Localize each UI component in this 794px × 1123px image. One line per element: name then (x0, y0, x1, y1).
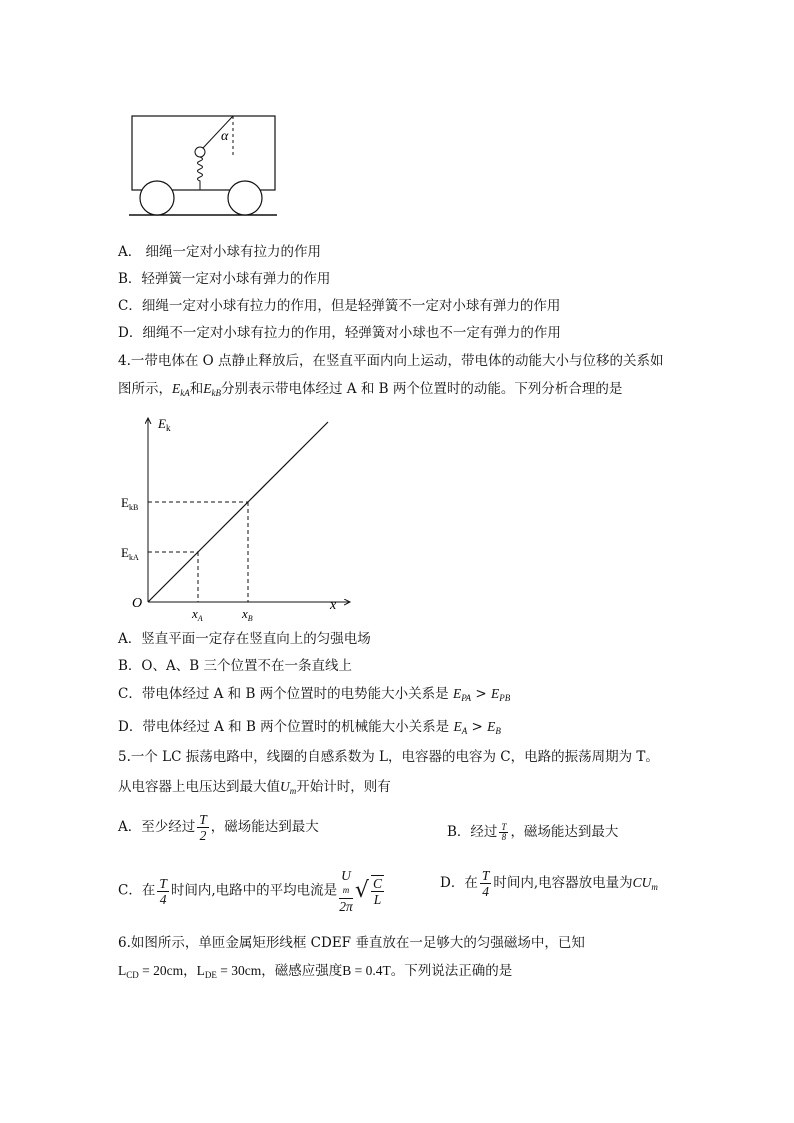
q3-option-d: D．细绳不一定对小球有拉力的作用，轻弹簧对小球也不一定有弹力的作用 (118, 325, 561, 341)
ek-x-line (148, 422, 328, 602)
eb-sub: B (495, 726, 501, 736)
q5-b-post: ，磁场能达到最大 (510, 824, 619, 840)
epa-sub: PA (461, 693, 472, 703)
q4-option-d (118, 717, 501, 741)
y-axis-label (157, 416, 171, 433)
frac-num: T (159, 875, 167, 891)
q5-option-c (118, 868, 386, 914)
q5-stem-line2-post: 开始计时，则有 (296, 779, 391, 795)
x-tick-sub: A (197, 614, 203, 622)
wheel-right (228, 181, 262, 215)
um-sub: m (289, 786, 297, 796)
y-tick-label: $E_{kA}$ (121, 545, 139, 562)
frac-den: L (373, 892, 382, 907)
q5-d-pre: D．在 (440, 875, 478, 891)
string (203, 116, 233, 148)
q4-and: 和 (189, 381, 204, 397)
q3-option-a: A． 细绳一定对小球有拉力的作用 (118, 244, 322, 260)
y-tick-sub: kA (128, 553, 139, 562)
eka-symbol: E (172, 381, 181, 396)
ekb-symbol: E (203, 381, 212, 396)
q5-stem-line2 (118, 777, 391, 801)
fraction-t-4 (480, 868, 492, 899)
epb-symbol: E (490, 686, 500, 701)
ea-sub: A (461, 726, 468, 736)
q5-option-b (447, 822, 618, 842)
frac-num: T (501, 822, 507, 832)
frac-den: 4 (482, 884, 489, 899)
q5-d-mid: 时间内,电容器放电量为 (493, 875, 633, 891)
origin-label: O (132, 596, 143, 611)
fraction-t-4 (157, 876, 169, 907)
cart-figure (125, 112, 285, 222)
eb-symbol: E (487, 719, 496, 734)
x-axis-label: x (330, 598, 337, 613)
q3-option-b: B．轻弹簧一定对小球有弹力的作用 (118, 271, 331, 287)
gt-symbol: > (471, 686, 491, 702)
alpha-label: α (221, 129, 229, 144)
frac-num: C (372, 876, 382, 891)
q4-stem-line1: 4.一带电体在 O 点静止释放后，在竖直平面内向上运动，带电体的动能大小与位移的关系如 (118, 353, 664, 369)
x-tick-label: $x_B$ (242, 606, 253, 622)
q4-stem-line2 (118, 379, 622, 403)
ball (195, 147, 205, 157)
q4-option-d-text: D．带电体经过 A 和 B 两个位置时的机械能大小关系是 (118, 719, 454, 735)
epa-symbol: E (452, 686, 462, 701)
q3-option-c: C．细绳一定对小球有拉力的作用，但是轻弹簧不一定对小球有弹力的作用 (118, 298, 561, 314)
fraction-c-l (371, 875, 384, 907)
q5-option-d (440, 868, 658, 899)
fraction-t-2 (197, 812, 209, 843)
frac-num: T (199, 812, 207, 827)
cum-sub: m (651, 882, 658, 892)
um-sub: m (342, 885, 350, 895)
fraction-um-2pi (339, 868, 353, 914)
q6-t2: = 30cm，磁感应强度B = 0.4T。下列说法正确的是 (216, 963, 513, 978)
q4-stem-line2-post: 分别表示带电体经过 A 和 B 两个位置时的动能。下列分析合理的是 (221, 381, 623, 397)
y-axis-label-e: E (158, 416, 166, 431)
q6-t1: = 20cm，L (138, 963, 205, 978)
cum-symbol: CU (632, 875, 652, 890)
q6-stem-line1: 6.如图所示，单匝金属矩形线框 CDEF 垂直放在一足够大的匀强磁场中，已知 (118, 935, 585, 951)
q6-stem-line2 (118, 961, 512, 985)
x-tick-label: $x_A$ (192, 606, 203, 622)
fraction-t-8 (499, 823, 508, 842)
q5-b-pre: B．经过 (447, 824, 498, 840)
y-axis-label-sub: k (165, 423, 171, 433)
sqrt-symbol: √ (354, 878, 369, 903)
gt-symbol: > (467, 719, 488, 735)
eka-sub: kA (180, 388, 190, 398)
q5-c-mid: 时间内,电路中的平均电流是 (170, 882, 338, 899)
ek-x-chart (118, 412, 358, 622)
y-tick-sub: kB (128, 503, 139, 512)
frac-den: 8 (501, 832, 507, 842)
ea-symbol: E (453, 719, 462, 734)
q4-option-a: A．竖直平面一定存在竖直向上的匀强电场 (118, 631, 371, 647)
q5-stem-line2-pre: 从电容器上电压达到最大值 (118, 779, 280, 795)
x-tick-sub: B (247, 614, 253, 622)
wheel-left (140, 181, 174, 215)
l-symbol: L (118, 963, 127, 978)
q5-a-pre: A．至少经过 (118, 819, 196, 835)
frac-den: 2 (199, 828, 207, 843)
frac-num (339, 868, 353, 899)
frac-den: 2π (339, 899, 353, 914)
epb-sub: PB (499, 693, 511, 703)
q4-option-b: B．O、A、B 三个位置不在一条直线上 (118, 658, 352, 674)
q5-stem-line1: 5.一个 LC 振荡电路中，线圈的自感系数为 L，电容器的电容为 C，电路的振荡周期为 T。 (118, 749, 659, 765)
frac-den: 4 (159, 891, 167, 907)
q5-c-pre: C．在 (118, 882, 156, 899)
q5-option-a (118, 812, 319, 843)
q4-option-c (118, 684, 510, 708)
cd-sub: CD (126, 970, 139, 980)
q4-option-c-text: C．带电体经过 A 和 B 两个位置时的电势能大小关系是 (118, 686, 453, 702)
ekb-sub: kB (211, 388, 221, 398)
q5-a-post: ，磁场能达到最大 (210, 819, 319, 835)
y-tick-label: $E_{kB}$ (121, 495, 139, 512)
spring (198, 157, 203, 190)
q4-stem-line2-pre: 图所示， (118, 381, 172, 397)
de-sub: DE (204, 970, 217, 980)
um-symbol: U (341, 868, 351, 883)
frac-num: T (481, 868, 490, 883)
um-symbol: U (280, 779, 290, 794)
